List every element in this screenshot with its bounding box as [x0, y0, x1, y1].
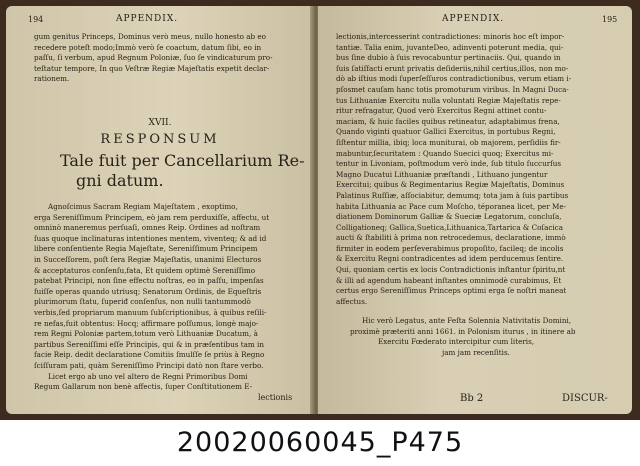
- text-line: firmiter in eodem perſeverabimus propoſito, facileq; de incolis: [336, 243, 564, 253]
- text-line: plurimorum ſtatu, ſuperiđ conſenſus, non nulli tantummodò: [34, 297, 251, 307]
- right-page: [318, 6, 632, 414]
- text-line: Qui, quoniam certis ex locis Contradictionis inſtantur ſpiritu,nt: [336, 265, 566, 275]
- text-line: Hic verò Legatus, ante Feſta Solennia Nativitatis Domini,: [362, 316, 572, 325]
- text-line: facie Reip. dedit declaratione Comitiis ſmulſſe ſe priùs à Regno: [34, 350, 265, 360]
- text-line: jam jam recenſitis.: [442, 347, 510, 357]
- text-line: fuiſſe operas quando utriusq; Senatorum Ordinis, de Equeſtris: [34, 286, 262, 296]
- section-number: XVII.: [148, 118, 172, 128]
- text-line: mabuntur,ſecuritatem : Quando Suecici quoq; Exercitus mi-: [336, 148, 554, 158]
- text-line: tantiæ. Talia enim, juvanteDeo, adinventi poterunt media, qui-: [336, 42, 564, 52]
- section-subtitle-line-2: gni datum.: [76, 171, 164, 190]
- text-line: paſſu, ſi verbum, apud Regnum Poloniæ, ſuo ſe vindicaturum pro-: [34, 53, 273, 63]
- section-subtitle-line-1: Tale fuit per Cancellarium Re-: [60, 151, 305, 170]
- left-catchword: lectionis: [258, 393, 293, 402]
- text-line: affectus.: [336, 296, 368, 306]
- image-caption: 20020060045_P475: [0, 420, 640, 466]
- text-line: ſuis ſatiſfacti erunt privatis deſideriis,nihil certius,illos, non mo-: [336, 63, 569, 73]
- text-line: ſiſtentur millia, ibiq; loca muniturai, ob majorem, perſidiis fir-: [336, 137, 561, 147]
- text-line: proximè præteriti anni 1661. in Polonism iturus , in itinere ab: [350, 326, 576, 336]
- text-line: Quando viginti quatuor Gallici Exercitus, in portubus Regni,: [336, 127, 556, 137]
- text-line: pſosmet cauſam hanc totis promoturum viribus. In Magni Duca-: [336, 84, 569, 94]
- text-line: partibus Sereniſſimi eſſe Principis, qui & in præſentibus tam in: [34, 339, 264, 349]
- left-page-number: 194: [28, 15, 44, 24]
- right-page-header: APPENDIX.: [442, 14, 505, 24]
- left-body-text: [34, 202, 304, 393]
- text-line: aucti & ſtabiliti à prima non retrocedemus, declaratione, immò: [336, 233, 566, 243]
- text-line: diationem Dominorum Galliæ & Sueciæ Legatorum, concluſa,: [336, 212, 562, 222]
- signature-mark: Bb 2: [460, 393, 484, 404]
- text-line: habita Lithuania ac Pace cum Moſcho, téporanea licet, per Me-: [336, 201, 567, 211]
- text-line: in Succeſſorem, poſt ſera Regiæ Majeſtatis, unanimi Electuros: [34, 254, 262, 264]
- text-line: tus Lithuaniæ Exercitu nulla voluntati Regiæ Majeſtatis repe-: [336, 95, 561, 105]
- text-line: Regum Gallarum non benè affectis, ſuper Conſtitutionem E-: [34, 382, 253, 392]
- right-body-text: [336, 32, 624, 307]
- text-line: ſuas quoque inclinaturas intentiones mentem, viventeq; & ad id: [34, 233, 267, 243]
- text-line: Colligationeq; Gallica,Suetica,Lithuanica,Tartarica & Coſacica: [336, 222, 563, 232]
- text-line: certus ergo Sereniſſimus Princeps optimi erga ſe noſtri maneat: [336, 286, 567, 296]
- text-line: Palatinus Ruſſiæ, aſſociabitur, demumq; tota jam à ſuis partibus: [336, 190, 569, 200]
- text-line: re nefas,fuit obtentus: Hocq; affirmare poſſumus, longè majo-: [34, 318, 259, 328]
- text-line: Licet ergo ab uno vel altero de Regni Primoribus Domi: [48, 371, 248, 381]
- text-line: ritur refragatur, Quod verò Exercitus Regni attinet contu-: [336, 106, 547, 116]
- text-line: patebat Principi, non ſine effectu noſtras, eo in paſſu, impenſas: [34, 276, 264, 286]
- left-page: [6, 6, 314, 414]
- right-note-text: [350, 316, 620, 358]
- right-catchword: DISCUR-: [562, 393, 608, 404]
- text-line: Exercitu Fœderato intercipitur cum literis,: [378, 337, 535, 347]
- text-line: & illi ad agendum habeant inſtantes omnimodè curabimus, Et: [336, 275, 562, 285]
- text-line: omninò maneremus perſuaſi, omnes Reip. Ordines ad noſtram: [34, 223, 261, 233]
- text-line: tentur in Livoniam, poſtmodum verò inde, ſub titulo ſuccurſus: [336, 159, 562, 169]
- text-line: gum genitus Princeps, Dominus verò meus, nullo honesto ab eo: [34, 32, 266, 41]
- text-line: teſtatur tempore, In quo Veſtræ Regiæ Majeſtatis expetit declar-: [34, 63, 270, 73]
- text-line: recedere poteſt modo;Immò verò ſe coactum, datum ſibi, eo in: [34, 42, 262, 52]
- right-page-number: 195: [602, 15, 618, 24]
- text-line: dò ab iſtius modi ſuperſeſſuros contradictionibus, verum etiam i-: [336, 74, 572, 84]
- text-line: Exercitui; quibus & Regimentarius Regiæ Majeſtatis, Dominus: [336, 180, 565, 190]
- text-line: & acceptaturos conſenſu,fata, Et quidem optimè Sereniſſimo: [34, 265, 256, 275]
- text-line: ſciſſuram pati, quàm Sereniſſimo Principi datò non ſtare verbo.: [34, 360, 264, 370]
- left-top-text: [34, 32, 304, 85]
- section-title: RESPONSUM: [100, 132, 220, 147]
- text-line: Agnoſcimus Sacram Regiam Majeſtatem , exoptimo,: [48, 202, 238, 211]
- text-line: Magno Ducatui Lithuaniæ præſtandi , Lithuano jungentur: [336, 169, 548, 179]
- text-line: lectionis,intercesserint contradictiones: minoris hoc eſt impor-: [336, 32, 565, 41]
- text-line: maciam, & huic faciles quibus retineatur, adaptabimus frena,: [336, 116, 560, 126]
- text-line: libere conſentiente Regia Majeſtate, Sereniſſimum Principem: [34, 244, 258, 254]
- text-line: erga Sereniſſimum Principem, eò jam rem perduxiſſe, affectu, ut: [34, 212, 270, 222]
- text-line: rationem.: [34, 74, 70, 84]
- left-page-header: APPENDIX.: [116, 14, 179, 24]
- text-line: bus ſine dubio à ſuis revocabuntur pertinaciis. Qui, quando in: [336, 53, 561, 63]
- text-line: & Exercitu Regni contradicentes ad idem perducemus ſentire.: [336, 254, 564, 264]
- text-line: rem Regni Poloniæ partem,totum verò Lithuaniæ Ducatum, à: [34, 329, 258, 339]
- text-line: verbis,ſed propriarum manuum ſubſcriptionibus, à quibus reſili-: [34, 307, 267, 317]
